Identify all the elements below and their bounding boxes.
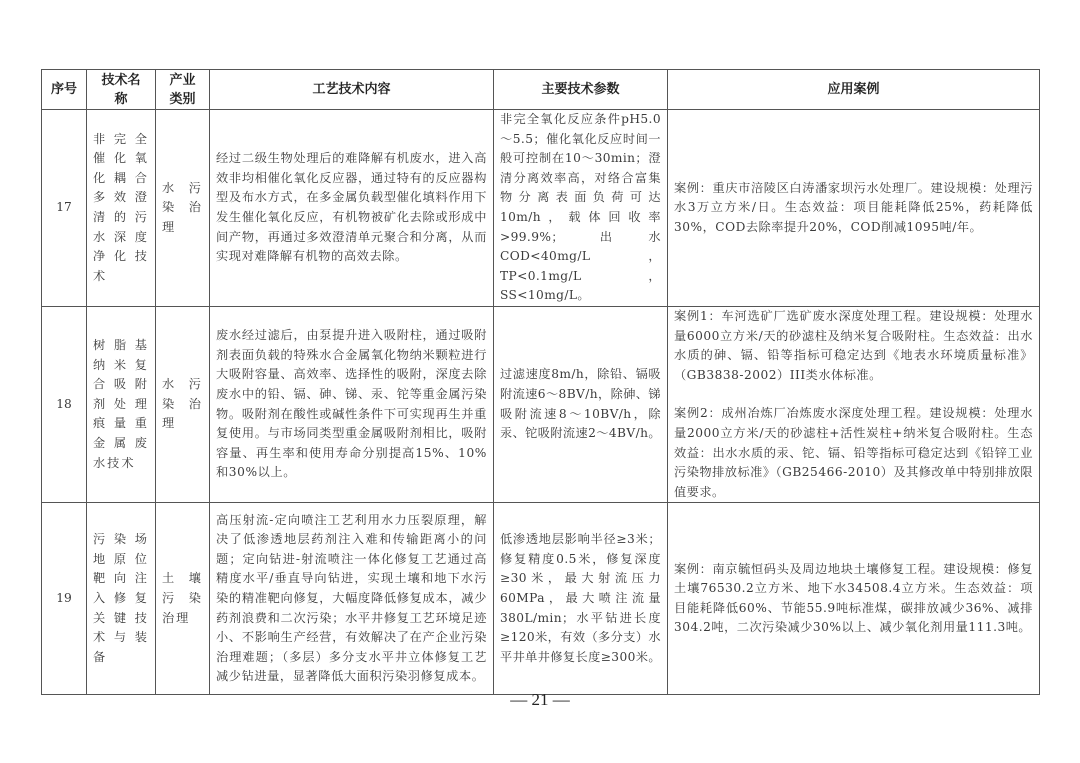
case-item: 案例2：成州冶炼厂冶炼废水深度处理工程。建设规模：处理水量2000立方米/天的砂滤柱+活性炭柱+纳米复合吸附柱。生态效益：出水水质的汞、铊、镉、铅等指标可稳定达到《铅锌工业污染物排放标准》（GB25466-2010）及其修改单中特别排放限值要求。 [674, 406, 1033, 499]
technical-params: 过滤速度8m/h，除铅、镉吸附流速6～8BV/h，除砷、锑吸附流速8～10BV/h，除汞、铊吸附流速2～4BV/h。 [494, 306, 668, 502]
technology-name: 非完全催化氧化耦合多效澄清的污水深度净化技术 [87, 110, 156, 307]
process-content: 废水经过滤后，由泵提升进入吸附柱，通过吸附剂表面负载的特殊水合金属氧化物纳米颗粒进行大吸附容量、高效率、选择性的吸附，深度去除废水中的铅、镉、砷、锑、汞、铊等重金属污染物。吸附剂在酸性或碱性条件下可实现再生并重复使用。与市场同类型重金属吸附剂相比，吸附容量、再生率和使用寿命分别提高15%、10%和30%以上。 [210, 306, 494, 502]
table-row [42, 306, 1040, 502]
header-params: 主要技术参数 [494, 70, 668, 110]
technical-params: 非完全氧化反应条件pH5.0～5.5；催化氧化反应时间一般可控制在10～30min；澄清分离效率高，对络合富集物分离表面负荷可达10m/h，载体回收率>99.9%；出水COD<40mg/L，TP<0.1mg/L，SS<10mg/L。 [494, 110, 668, 307]
case-item: 案例：南京毓恒码头及周边地块土壤修复工程。建设规模：修复土壤76530.2立方米、地下水34508.4立方米。生态效益：项目能耗降低60%、节能55.9吨标准煤，碳排放减少36%、减排304.2吨，二次污染减少30%以上、减少氧化剂用量111.3吨。 [674, 561, 1033, 635]
industry-category: 土壤污染治理 [156, 503, 210, 695]
page-number: — 21 — [510, 690, 570, 709]
row-num: 19 [42, 503, 87, 695]
process-content: 高压射流-定向喷注工艺利用水力压裂原理，解决了低渗透地层药剂注入难和传输距离小的问题；定向钻进-射流喷注一体化修复工艺通过高精度水平/垂直导向钻进，实现土壤和地下水污染的精准靶向修复，大幅度降低修复成本，减少药剂浪费和二次污染；水平井修复工艺环境足迹小、不影响生产经营，有效解决了在产企业污染治理难题；（多层）多分支水平井立体修复工艺减少钻进量，显著降低大面积污染羽修复成本。 [210, 503, 494, 695]
technical-params: 低渗透地层影响半径≥3米；修复精度0.5米，修复深度≥30米，最大射流压力60MPa，最大喷注流量380L/min；水平钻进长度≥120米，有效（多分支）水平井单井修复长度≥300米。 [494, 503, 668, 695]
application-cases [668, 110, 1040, 307]
industry-category: 水污染治理 [156, 306, 210, 502]
table-row [42, 110, 1040, 307]
header-content: 工艺技术内容 [210, 70, 494, 110]
technology-table [41, 69, 1040, 695]
process-content: 经过二级生物处理后的难降解有机废水，进入高效非均相催化氧化反应器，通过特有的反应器构型及布水方式，在多金属负载型催化填料作用下发生催化氧化反应，有机物被矿化去除或形成中间产物，再通过多效澄清单元聚合和分离，从而实现对难降解有机物的高效去除。 [210, 110, 494, 307]
table-header-row [42, 70, 1040, 110]
table-row [42, 503, 1040, 695]
header-num: 序号 [42, 70, 87, 110]
technology-name: 污染场地原位靶向注入修复关键技术与装备 [87, 503, 156, 695]
row-num: 17 [42, 110, 87, 307]
application-cases [668, 306, 1040, 502]
application-cases [668, 503, 1040, 695]
row-num: 18 [42, 306, 87, 502]
header-cases: 应用案例 [668, 70, 1040, 110]
industry-category: 水污染治理 [156, 110, 210, 307]
header-category: 产业类别 [156, 70, 210, 110]
case-item: 案例：重庆市涪陵区白涛潘家坝污水处理厂。建设规模：处理污水3万立方米/日。生态效益：项目能耗降低25%，药耗降低30%，COD去除率提升20%，COD削减1095吨/年。 [674, 180, 1033, 234]
case-item: 案例1：车河选矿厂选矿废水深度处理工程。建设规模：处理水量6000立方米/天的砂滤柱及纳米复合吸附柱。生态效益：出水水质的砷、镉、铅等指标可稳定达到《地表水环境质量标准》（GB3838-2002）III类水体标准。 [674, 308, 1033, 382]
header-name: 技术名称 [87, 70, 156, 110]
technology-name: 树脂基纳米复合吸附剂处理痕量重金属废水技术 [87, 306, 156, 502]
